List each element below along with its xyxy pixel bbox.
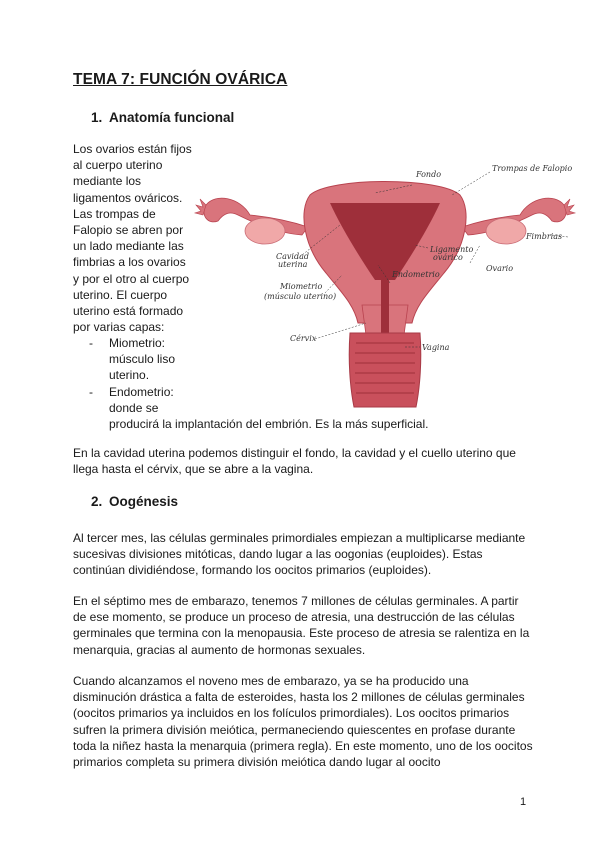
label-ligamento-1: Ligamento [430, 245, 474, 254]
label-miometrio-1: Miometrio [280, 282, 323, 291]
vagina [349, 333, 421, 407]
paragraph-text: Cuando alcanzamos el noveno mes de embarazo, ya se ha producido una disminución drástica a falta de esteroides, hasta los 2 millones de células germinales (oocitos primarios ya incluidos en los folículos primordiales). Los oocitos primarios sufren la primera división meiótica, permaneciendo quiescentes en profase durante toda la niñez hasta la menarquia (primera regla). En este momento, uno de los oocitos primarios completa su primera división meiótica dando lugar al oocito [73, 674, 533, 770]
page-title: TEMA 7: FUNCIÓN OVÁRICA [73, 71, 288, 88]
bullet-line: Endometrio: [109, 384, 174, 399]
bullet-dash: - [89, 336, 93, 350]
intro-line: un lado mediante las [73, 239, 184, 254]
intro-line: y por el otro al cuerpo [73, 271, 190, 286]
intro-line: por varias capas: [73, 320, 165, 335]
bullet-line: producirá la implantación del embrión. Es la más superficial. [109, 417, 429, 432]
oogenesis-paragraph-3 [73, 673, 533, 770]
bullet-line: donde se [109, 400, 159, 415]
paragraph-text: En la cavidad uterina podemos distinguir el fondo, la cavidad y el cuello uterino que llega hasta el cérvix, que se abre a la vagina. [73, 446, 516, 477]
intro-line: ligamentos ováricos. [73, 190, 183, 205]
intro-line: fimbrias a los ovarios [73, 255, 186, 270]
label-vagina: Vagina [422, 343, 450, 352]
intro-line: uterino está formado [73, 304, 184, 319]
section-1-number: 1. [91, 110, 103, 125]
label-endometrio: Endometrio [392, 270, 440, 279]
section-1-title: Anatomía funcional [109, 110, 235, 125]
anatomy-paragraph [73, 445, 533, 477]
label-cervix: Cérvix [290, 334, 317, 343]
label-ovario: Ovario [486, 264, 514, 273]
label-cavidad-2: uterina [278, 260, 308, 269]
section-2-heading [91, 494, 178, 509]
bullet-line: uterino. [109, 368, 150, 383]
section-2-number: 2. [91, 494, 103, 509]
label-miometrio-2: (músculo uterino) [264, 292, 337, 301]
label-trompas: Trompas de Falopio [492, 164, 573, 173]
right-ovary [486, 218, 526, 244]
bullet-line: Miometrio: [109, 336, 166, 350]
page-number: 1 [520, 796, 527, 808]
left-ovary [245, 218, 285, 244]
label-ligamento-2: ovárico [433, 253, 463, 262]
paragraph-text: Al tercer mes, las células germinales primordiales empiezan a multiplicarse mediante sucesivas divisiones mitóticas, dando lugar a las oogonias (euploides). Estas continúan dividiéndose, formando los oocitos primarios (euploides). [73, 531, 526, 578]
oogenesis-paragraph-1 [73, 530, 533, 579]
intro-line: al cuerpo uterino [73, 158, 163, 173]
label-fondo: Fondo [416, 170, 442, 179]
label-fimbrias: Fimbrias [526, 232, 563, 241]
label-cavidad-1: Cavidad [276, 252, 309, 261]
intro-line: mediante los [73, 174, 142, 189]
oogenesis-paragraph-2 [73, 593, 533, 658]
paragraph-text: En el séptimo mes de embarazo, tenemos 7 millones de células germinales. A partir de ese momento, se produce un proceso de atresia, una destrucción de las células germinales que termina con la menopausia. Este proceso de atresia se ralentiza en la menarquia, gracias al aumento de hormonas sexuales. [73, 594, 530, 657]
section-2-title: Oogénesis [109, 494, 179, 509]
intro-line: Falopio se abren por [73, 223, 184, 238]
bullet-dash: - [89, 384, 93, 399]
section-1-heading [91, 110, 234, 125]
intro-line: Las trompas de [73, 206, 156, 221]
intro-line: Los ovarios están fijos [73, 142, 192, 156]
intro-line: uterino. El cuerpo [73, 287, 168, 302]
bullet-line: músculo liso [109, 352, 176, 367]
uterus-anatomy-figure [190, 155, 580, 420]
